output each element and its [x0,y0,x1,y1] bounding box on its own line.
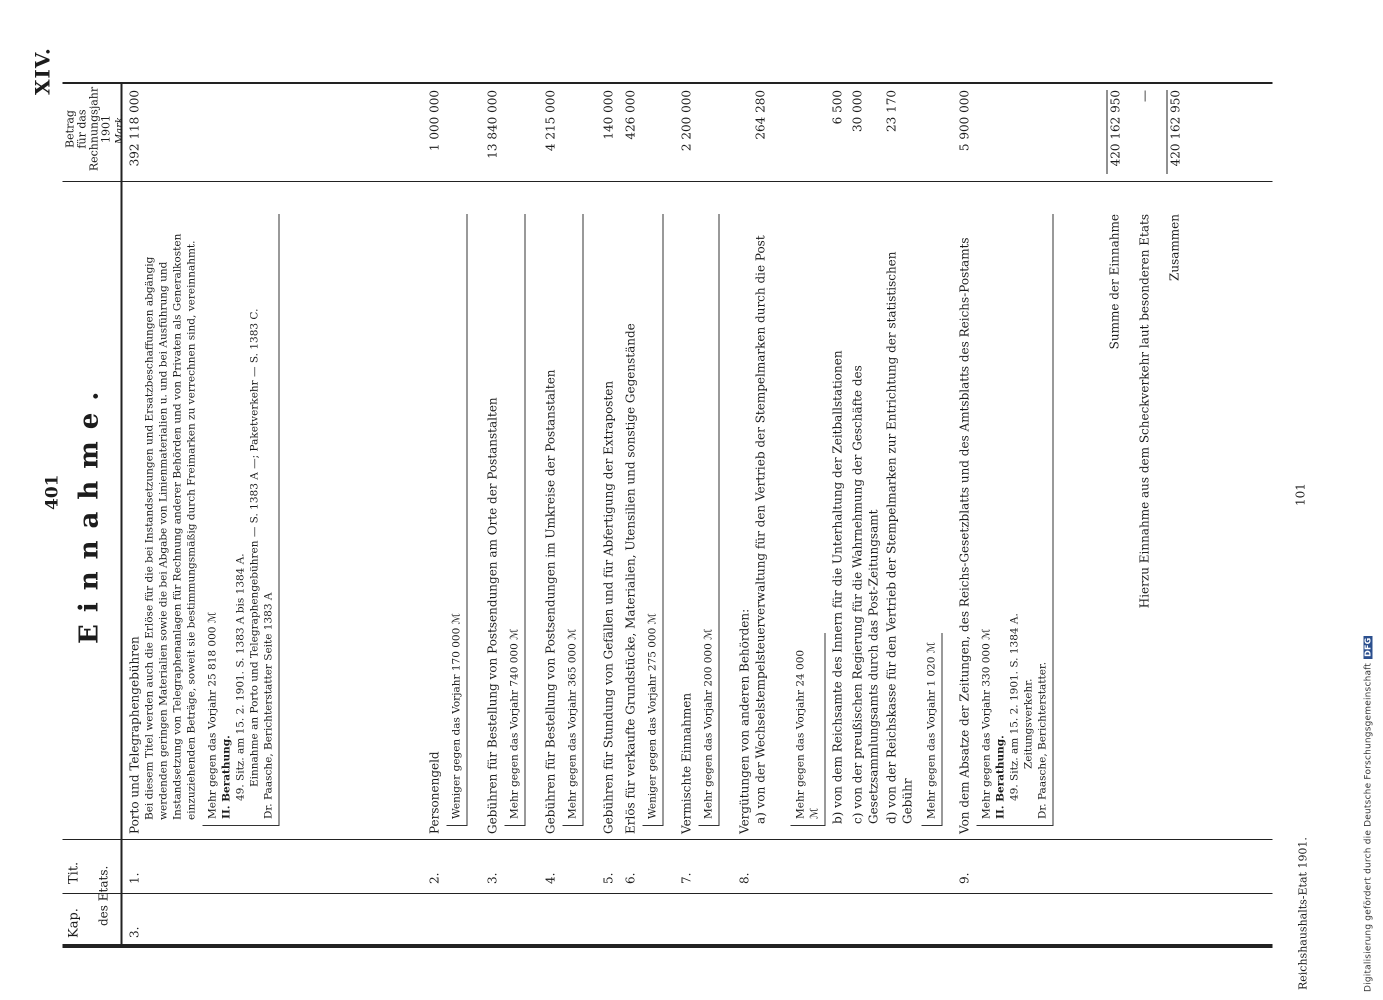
sub-item-amount: 30 000 [850,90,864,132]
item-title: Gebühren für Bestellung von Postsendungen im Umkreise der Postanstalten [543,369,557,834]
tit-cell: 2. [427,872,441,884]
note-box [698,214,719,826]
tit-cell: 9. [957,872,971,884]
sub-item [829,90,849,834]
currency-unit: Mark. [114,113,125,145]
tit-cell: 8. [737,872,751,884]
amount-cell: 13 840 000 [485,90,499,159]
total-row [1106,84,1136,944]
note-line: Mehr gegen das Vorjahr 25 818 000 ℳ [206,611,218,819]
note-line: Einnahme an Porto und Telegraphengebühren — S. 1383 A —; Paketverkehr — S. 1383 C. [248,308,260,787]
item-title: Von dem Absatze der Zeitungen, des Reichs-Gesetzblatts und des Amtsblatts des Reichs-Postamts [957,237,971,834]
ledger-row [678,84,736,944]
note-line: Mehr gegen das Vorjahr 200 000 ℳ [702,628,714,819]
note-box [642,214,663,826]
note-line: Mehr gegen das Vorjahr 365 000 ℳ [566,628,578,819]
sub-item [883,90,917,834]
item-text [600,214,616,834]
amount-cell: 4 215 000 [543,90,557,152]
amount-header-line: für das [75,109,88,149]
digitization-text: Digitalisierung gefördert durch die Deutsche Forschungsgemeinschaft [1363,662,1373,992]
item-text [126,214,279,834]
tit-cell: 6. [623,872,637,884]
sub-item-amount: 23 170 [884,90,898,132]
ledger-row [600,84,622,944]
note-box [790,633,825,826]
note-line: Mehr gegen das Vorjahr 1 020 ℳ [925,642,937,819]
amount-header-line: Betrag [63,110,76,148]
amount-header-line: Rechnungsjahr [87,86,100,172]
item-text [484,214,525,834]
item-title: Gebühren für Stundung von Gefällen und für Abfertigung der Extraposten [601,380,615,834]
item-text [622,214,663,834]
table-title: Einnahme. [74,379,104,644]
amount-cell: 392 118 000 [127,90,141,167]
note-box [504,214,525,826]
amount-cell: 426 000 [623,90,637,140]
note-line: Mehr gegen das Vorjahr 24 000 ℳ [794,649,820,819]
ledger-row [956,84,1106,944]
page-number: 401 [42,474,62,510]
footer-page-number: 101 [1293,483,1307,506]
item-text [678,214,719,834]
note-line: 49. Sitz. am 15. 2. 1901. S. 1384 A. [1008,613,1020,801]
header-tit: Tit. [66,861,81,884]
item-title: Porto und Telegraphengebühren [127,636,141,834]
note-line: 49. Sitz. am 15. 2. 1901. S. 1383 A bis 1384 A. [234,553,246,801]
note-line: Mehr gegen das Vorjahr 330 000 ℳ [980,628,992,819]
item-title: Erlös für verkaufte Grundstücke, Materialien, Utensilien und sonstige Gegenstände [623,323,637,834]
note-line: Zeitungsverkehr. [1022,678,1034,769]
item-text [956,214,1053,834]
ledger-row [736,84,956,944]
digitization-note [1363,636,1373,992]
item-text [542,214,583,834]
note-box [202,214,279,826]
note-line: Dr. Paasche, Berichterstatter. [1036,661,1048,819]
sub-item-label: d) von der Reichskasse für den Vertrieb der Stempelmarken zur Entrichtung der statistischen Gebühr [884,251,914,824]
ledger-row [542,84,600,944]
total-amount: — [1137,90,1151,102]
sub-item [849,90,883,834]
total-label: Zusammen [1167,214,1181,281]
amount-cell: 1 000 000 [427,90,441,152]
item-title: Gebühren für Bestellung von Postsendungen am Orte der Postanstalten [485,397,499,834]
note-box [446,214,467,826]
dfg-logo: DFG [1363,637,1372,657]
total-amount: 420 162 950 [1166,90,1183,174]
note-line: Weniger gegen das Vorjahr 170 000 ℳ [450,613,462,819]
total-label: Hierzu Einnahme aus dem Scheckverkehr laut besonderen Etats [1137,214,1151,609]
item-text [736,90,942,834]
amount-cell: 140 000 [601,90,615,140]
note-line: Weniger gegen das Vorjahr 275 000 ℳ [646,613,658,819]
total-amount: 420 162 950 [1106,90,1123,174]
ledger-row [622,84,678,944]
sub-item-label: a) von der Wechselstempelsteuerverwaltung für den Vertrieb der Stempelmarken durch die Post [753,235,767,824]
ledger-row [484,84,542,944]
note-line: II. Berathung. [994,735,1006,819]
ledger-table [62,82,1272,948]
ledger-row [426,84,484,944]
amount-cell: 2 200 000 [679,90,693,152]
note-box [976,214,1053,826]
sub-item-label: c) von der preußischen Regierung für die Wahrnehmung der Geschäfte des Gesetzsammlungsamts durch das Post-Zeitungsamt [850,365,880,824]
chapter-number: XIV. [30,47,54,95]
sub-item-label: b) von dem Reichsamte des Innern für die Unterhaltung der Zeitballstationen [830,350,844,824]
note-line: II. Berathung. [220,735,232,819]
total-label: Summe der Einnahme [1107,214,1121,350]
table-header [62,84,125,944]
amount-header [64,84,126,174]
tit-cell: 4. [543,872,557,884]
item-detail: Bei diesem Titel werden auch die Erlöse für die bei Instandsetzungen und Ersatzbeschaffungen abgängig werdenden geringen Materialien sowie die bei Abgabe von Linienmaterialien u. und bei Ausführung und Instandsetzung von Telegraphenanlagen für Rechnung anderer Behörden und von Privaten als Generalkosten einzuziehenden Beträge, soweit sie bestimmungsmäßig durch Freimarken zu verrechnen sind, vereinnahmt. [143,233,197,820]
note-line: Dr. Paasche, Berichterstatter Seite 1383 A [262,592,274,819]
tit-cell: 5. [601,872,615,884]
item-title: Vergütungen von anderen Behörden: [737,608,751,834]
note-box [921,633,942,826]
tit-cell: 3. [485,872,499,884]
sub-item-amount: 264 280 [753,90,767,140]
tit-cell: 1. [127,872,141,884]
tit-cell: 7. [679,872,693,884]
item-title: Vermischte Einnahmen [679,692,693,834]
item-text [426,214,467,834]
amount-cell: 5 900 000 [957,90,971,152]
sub-item-amount: 6 500 [830,90,844,125]
ledger-row [126,84,426,944]
footer-reference: Reichshaushalts-Etat 1901. [1296,837,1309,990]
header-kap: Kap. [66,908,81,938]
header-des: des Etats. [96,865,110,926]
amount-header-line: 1901 [99,115,112,143]
total-row [1166,84,1196,944]
kap-cell: 3. [127,926,141,938]
note-line: Mehr gegen das Vorjahr 740 000 ℳ [508,628,520,819]
ledger-rows [126,84,1196,944]
sub-item [752,90,786,834]
item-title: Personengeld [427,751,441,834]
total-row [1136,84,1166,944]
note-box [562,214,583,826]
